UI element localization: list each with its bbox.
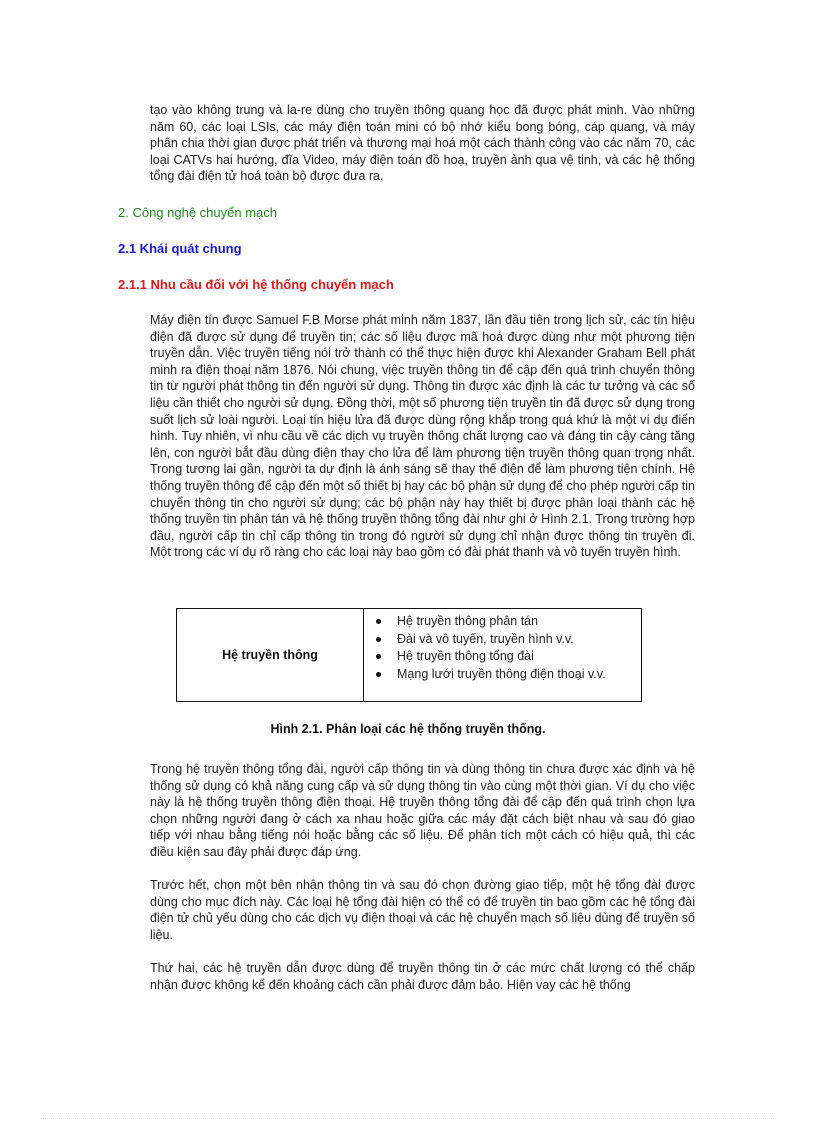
- page-bottom-divider: [40, 1118, 776, 1119]
- list-item: [374, 648, 641, 666]
- paragraph-second: Thứ hai, các hệ truyền dẫn được dùng để truyền thông tin ở các mức chất lượng có thể chấp nhận được không kể đến khoảng cách cần phải được đảm bảo. Hiện vay các hệ thống: [150, 961, 695, 992]
- table-right-cell: [364, 609, 641, 701]
- list-item: [374, 613, 641, 631]
- list-item: [374, 631, 641, 649]
- bullet-icon: [376, 619, 381, 624]
- list-item-text: Mạng lưới truyền thông điện thoại v.v.: [397, 666, 606, 681]
- list-item-text: Hệ truyền thông tổng đài: [397, 649, 534, 663]
- paragraph-exchange: Trong hệ truyền thông tổng đài, người cấp thông tin và dùng thông tin chưa được xác định và hệ thống sử dụng có khả năng cung cấp và sử dụng thông tin vào cùng một thời gian. Ví dụ cho việc này là hệ thống truyền thông điện thoại. Hệ truyền thông tổng đài để cập đến quá trình chọn lựa chọn những người đang ở cách xa nhau hoặc giữa các máy đặt cách biệt nhau và sau đó giao tiếp với nhau bằng tiếng nói hoặc bằng các số liệu. Để phân tích một cách có hiệu quả, thì các điều kiện sau đây phải được đáp ứng.: [150, 762, 695, 859]
- classification-table: [176, 608, 642, 702]
- table-left-label: Hệ truyền thông: [222, 648, 318, 662]
- list-item-text: Hệ truyền thông phân tán: [397, 614, 539, 628]
- section-heading: 2. Công nghệ chuyển mạch: [118, 205, 277, 220]
- paragraph-intro: tạo vào không trung và la-re dùng cho truyền thông quang học đã được phát minh. Vào những năm 60, các loại LSIs, các máy điện toán mini có bộ nhớ kiểu bong bóng, cáp quang, và máy phân chia thời gian được phát triển và thương mại hoá một cách thành công vào các năm 70, các loại CATVs hai hướng, đĩa Video, máy điện toán đồ hoạ, truyền ảnh qua vệ tinh, và các hệ thống tổng đài điện tử hoá toàn bộ được đưa ra.: [150, 103, 695, 184]
- bullet-icon: [376, 637, 381, 642]
- subsubsection-heading: 2.1.1 Nhu cầu đối với hệ thống chuyển mạch: [118, 277, 394, 292]
- bullet-list: [374, 613, 641, 683]
- paragraph-first: Trước hết, chọn một bên nhận thông tin và sau đó chọn đường giao tiếp, một hệ tổng đài được dùng cho mục đích này. Các loại hệ tổng đài hiện có thể có để truyền tin bao gồm các hệ tổng đài điện tử chủ yếu dùng cho các dịch vụ điện thoại và các hệ chuyển mạch số liệu dùng để truyền số liệu.: [150, 878, 695, 942]
- figure-caption: Hình 2.1. Phân loại các hệ thống truyền thống.: [270, 722, 546, 736]
- table-left-cell: [177, 609, 364, 701]
- paragraph-morse: Máy điện tín được Samuel F.B Morse phát minh năm 1837, lần đầu tiên trong lịch sử, các tín hiệu điện đã được sử dụng để truyền tin; các số liệu được mã hoá được dùng như một phương tiện truyền dẫn. Việc truyền tiếng nói trở thành có thể thực hiện được khi Alexander Graham Bell phát minh ra điện thoại năm 1876. Nói chung, việc truyền thông tin để cập đến quá trình chuyển thông tin từ người phát thông tin đến người sử dụng. Thông tin được xác định là các tư tưởng và các số liệu cần thiết cho người sử dụng. Đồng thời, một số phương tiện truyền tin đã được sử dụng trong suốt lịch sử loài người. Loại tín hiệu lửa đã được dùng rộng khắp trong quá khứ là một ví dụ điển hình. Tuy nhiên, vì nhu cầu về các dịch vụ truyền thông chất lượng cao và đáng tin cậy càng tăng lên, con người bắt đầu dùng điện thay cho lửa để làm phương tiện truyền thông quan trọng nhất. Trong tương lai gần, người ta dự định là ánh sáng sẽ thay thế điện để làm phương tiện chính. Hệ thống truyền thông để cập đến một số thiết bị hay các bộ phận sử dụng để cho phép người cấp tin chuyển thông tin cho người sử dụng; các bộ phận này hay thiết bị được phân loại thành các hệ thống truyền tin phân tán và hệ thống truyền thông tổng đài như ghi ở Hình 2.1. Trong trường hợp đầu, người cấp tin chỉ cấp thông tin trong đó người sử dụng chỉ nhận được thông tin truyền đi. Một trong các ví dụ rõ ràng cho các loại này bao gồm có đài phát thanh và vô tuyến truyền hình.: [150, 313, 695, 560]
- bullet-icon: [376, 654, 381, 659]
- bullet-icon: [376, 672, 381, 677]
- list-item-text: Đài và vô tuyến, truyền hình v.v.: [397, 631, 574, 646]
- list-item: [374, 666, 641, 684]
- subsection-heading: 2.1 Khái quát chung: [118, 241, 242, 256]
